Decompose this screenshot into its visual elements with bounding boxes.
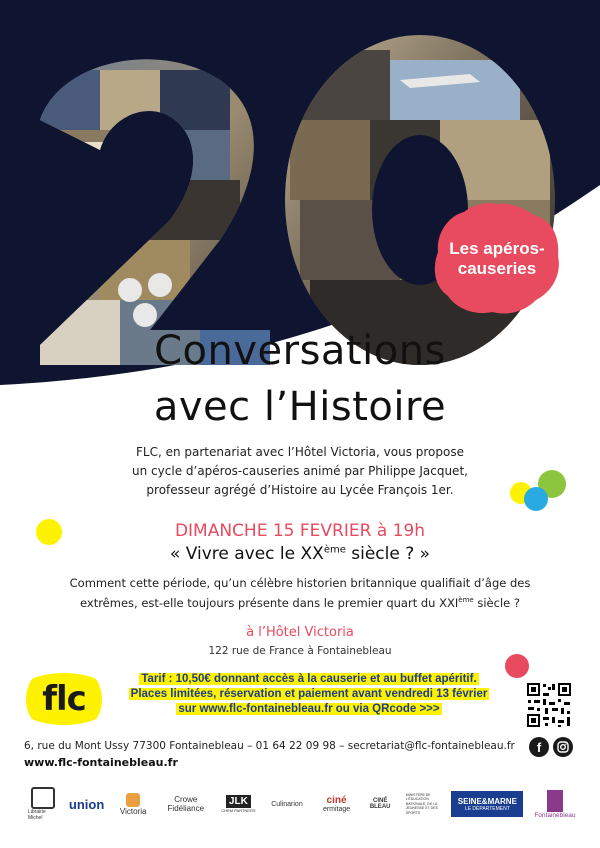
victoria-icon: [126, 793, 140, 807]
question-line1: Comment cette période, qu’un célèbre historien britannique qualifiait d’âge des: [69, 576, 531, 590]
qr-code[interactable]: [525, 681, 573, 729]
badge-text: [432, 200, 562, 318]
intro-paragraph: [110, 443, 490, 500]
partner-librairie-michel: [28, 786, 58, 822]
partner-jlk: [220, 786, 256, 822]
partner-sub: LE DÉPARTEMENT: [464, 805, 510, 812]
question-line2-post: siècle ?: [473, 595, 520, 610]
partner-label: JLK: [226, 795, 251, 808]
coral-dot: [505, 654, 529, 678]
title-line2: avec l’Histoire: [153, 384, 447, 430]
website-link[interactable]: www.flc-fontainebleau.fr: [24, 756, 178, 769]
partner-union: [69, 786, 105, 822]
event-date: DIMANCHE 15 FEVRIER à 19h: [174, 521, 426, 541]
partner-cine-bleau: [366, 786, 394, 822]
partner-label: Victoria: [119, 806, 147, 816]
subtitle-pre: « Vivre avec le XX: [169, 544, 324, 564]
partner-label: union: [68, 796, 105, 812]
qr-code-graphic: [525, 681, 573, 729]
partner-sub: CHEM PARTNERS: [221, 808, 256, 813]
venue-name: à l’Hôtel Victoria: [246, 625, 354, 640]
tarif-line1: Tarif : 10,50€ donnant accès à la causerie et au buffet apéritif.: [141, 673, 477, 685]
tarif-line3[interactable]: sur www.flc-fontainebleau.fr ou via QRcode >>>: [178, 703, 440, 715]
intro-line1: FLC, en partenariat avec l’Hôtel Victoria, vous propose: [135, 445, 464, 459]
partner-sub: BLEAU: [369, 804, 391, 810]
partner-sub: ermitage: [322, 806, 351, 813]
partner-label: SEINE&MARNE: [457, 796, 517, 806]
aperos-causeries-badge: [432, 200, 562, 318]
event-question: [40, 575, 560, 612]
partner-label: Librairie Michel: [28, 809, 46, 821]
contact-line: 6, rue du Mont Ussy 77300 Fontainebleau – 01 64 22 09 98 – secretariat@flc-fontainebleau.fr: [24, 740, 515, 752]
facebook-icon[interactable]: f: [529, 737, 549, 757]
librairie-michel-icon: [31, 787, 55, 809]
partner-sub: Fidéliance: [167, 804, 205, 813]
partner-culinarion: [267, 786, 307, 822]
flc-logo-text: flc: [42, 679, 86, 719]
partner-label: ciné: [326, 795, 347, 806]
partner-fontainebleau: [534, 786, 576, 822]
badge-line1: Les apéros-: [449, 239, 545, 258]
partner-label: MINISTÈRE DE L'ÉDUCATION NATIONALE, DE LA JEUNESSE ET DES SPORTS: [405, 792, 438, 815]
partner-victoria: [115, 786, 151, 822]
partner-cine-ermitage: [318, 786, 356, 822]
instagram-icon[interactable]: [553, 737, 573, 757]
tarif-line2: Places limitées, réservation et paiement avant vendredi 13 février: [130, 688, 488, 700]
intro-line3: professeur agrégé d’Histoire au Lycée François 1er.: [146, 483, 454, 497]
subtitle-post: siècle ? »: [345, 544, 431, 564]
question-line2-pre: extrêmes, est-elle toujours présente dans le premier quart du XXI: [80, 595, 459, 610]
flc-logo: [24, 671, 104, 727]
partner-ministere: [405, 786, 441, 822]
partner-label: Fontainebleau: [534, 811, 576, 819]
tarif-block: [116, 672, 502, 717]
title-line1: Conversations: [154, 328, 446, 374]
badge-line2: causeries: [457, 259, 537, 278]
event-subtitle: [0, 544, 600, 564]
subtitle-sup: ème: [323, 544, 346, 556]
instagram-glyph: [557, 741, 569, 753]
blue-dot: [524, 487, 548, 511]
question-line2-sup: ème: [458, 596, 474, 604]
partner-logos: [28, 783, 576, 825]
fontainebleau-icon: [547, 790, 563, 812]
partner-crowe-fideliance: [162, 786, 210, 822]
partner-label: CINÉ: [372, 798, 388, 804]
partner-label: Culinarion: [271, 800, 303, 808]
venue-address: 122 rue de France à Fontainebleau: [208, 645, 392, 657]
intro-line2: un cycle d’apéros-causeries animé par Philippe Jacquet,: [132, 464, 468, 478]
partner-label: Crowe: [174, 795, 198, 804]
partner-seine-et-marne: [451, 791, 523, 817]
question-line2: [40, 592, 560, 612]
